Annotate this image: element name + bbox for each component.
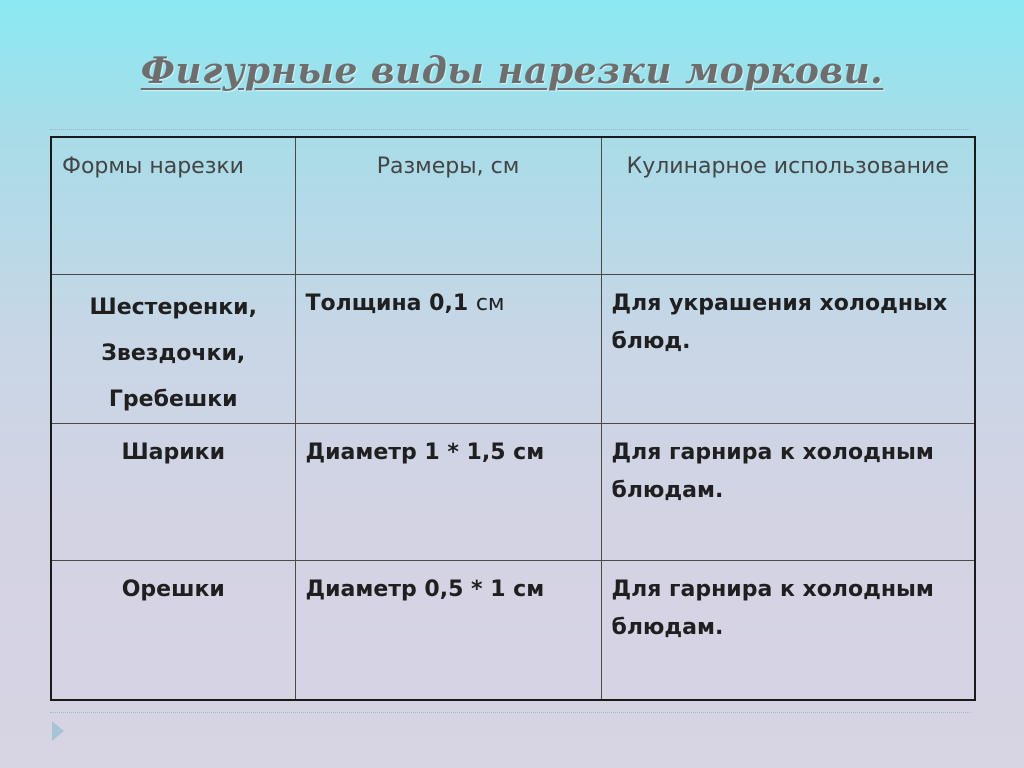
cut-usage-cell: Для гарнира к холодным блюдам. — [601, 423, 975, 560]
next-slide-arrow-icon[interactable] — [52, 721, 64, 741]
cut-name-cell: Шарики — [51, 423, 295, 560]
carrot-cuts-table — [50, 136, 976, 701]
cut-name-line: Звездочки, — [101, 340, 246, 366]
cut-size-cell — [295, 274, 601, 423]
header-size: Размеры, см — [295, 137, 601, 274]
slide-title: Фигурные виды нарезки моркови. — [140, 50, 884, 92]
header-cut-shape: Формы нарезки — [51, 137, 295, 274]
table-row — [51, 274, 975, 423]
cut-name-cell: Орешки — [51, 560, 295, 700]
table-header-row — [51, 137, 975, 274]
cut-size-value: Толщина 0,1 — [305, 290, 469, 316]
cut-usage-cell: Для гарнира к холодным блюдам. — [601, 560, 975, 700]
top-divider — [50, 129, 970, 130]
cut-name-line: Гребешки — [108, 386, 238, 412]
header-usage: Кулинарное использование — [601, 137, 975, 274]
cut-name-line: Шестеренки, — [89, 294, 257, 320]
table-row — [51, 423, 975, 560]
cut-size-cell: Диаметр 1 * 1,5 см — [295, 423, 601, 560]
table-row — [51, 560, 975, 700]
cut-size-cell: Диаметр 0,5 * 1 см — [295, 560, 601, 700]
cut-name-cell — [51, 274, 295, 423]
cut-usage-cell: Для украшения холодных блюд. — [601, 274, 975, 423]
cut-size-unit: см — [475, 290, 505, 316]
bottom-divider — [50, 712, 970, 713]
